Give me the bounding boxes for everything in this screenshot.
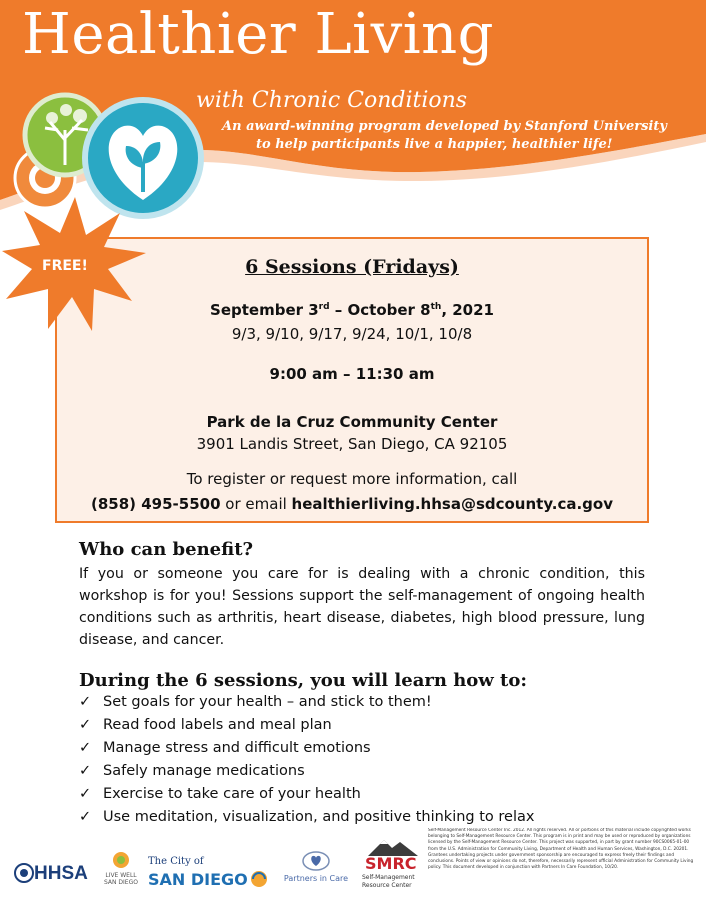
venue-address: 3901 Landis Street, San Diego, CA 92105 [196,435,508,453]
learn-list [79,694,659,832]
checkmark-icon: ✓ [79,786,92,802]
learn-heading: During the 6 sessions, you will learn how to: [79,670,528,691]
tagline-line-2: to help participants live a happier, healthier life! [256,137,613,152]
list-item: ✓ Use meditation, visualization, and positive thinking to relax [79,809,535,825]
session-dates: 9/3, 9/10, 9/17, 9/24, 10/1, 10/8 [231,325,473,343]
checkmark-icon: ✓ [79,740,92,756]
sessions-title: 6 Sessions (Fridays) [245,256,459,278]
smrc-logo: SMRC Self-Management Resource Center [362,838,424,898]
contact-line: (858) 495-5500 or email healthierliving.hhsa@sdcounty.ca.gov [91,495,613,513]
hands-heart-icon [301,850,331,872]
register-text: To register or request more information, call [186,470,518,488]
session-time: 9:00 am – 11:30 am [269,365,435,383]
page-subtitle: with Chronic Conditions [196,88,468,113]
checkmark-icon: ✓ [79,809,92,825]
free-badge-label: FREE! [42,258,88,274]
list-item: ✓ Safely manage medications [79,763,305,779]
contact-email[interactable]: healthierliving.hhsa@sdcounty.ca.gov [291,495,613,513]
tagline [222,118,692,154]
list-item: ✓ Set goals for your health – and stick to them! [79,694,432,710]
tagline-line-1: An award-winning program developed by Stanford University [222,119,667,134]
page-title: Healthier Living [22,2,495,67]
list-item: ✓ Exercise to take care of your health [79,786,361,802]
checkmark-icon: ✓ [79,763,92,779]
partners-in-care-logo: Partners in Care [278,850,354,894]
list-item: ✓ Manage stress and difficult emotions [79,740,371,756]
benefit-paragraph: If you or someone you care for is dealing with a chronic condition, this workshop is for you! Sessions support the self-management of ongoing health conditions such as arthritis, heart disease, diabetes, high blood pressure, lung disease, and cancer. [79,566,645,648]
phone-number: (858) 495-5500 [91,495,221,513]
venue-name: Park de la Cruz Community Center [206,413,498,431]
city-san-diego-logo: The City of SAN DIEGO [148,856,268,896]
sun-icon [111,850,131,870]
checkmark-icon: ✓ [79,694,92,710]
live-well-logo: LIVE WELL SAN DIEGO [99,850,143,890]
city-swirl-icon [250,870,268,888]
hhsa-logo: HHSA [14,856,94,890]
checkmark-icon: ✓ [79,717,92,733]
copyright-fine-print: Self-Management Resource Center Inc. 2012. All rights reserved. All or portions of this material include copyrighted works belonging to Self-Management Resource Center. This program is in print and may be used or reproduced by organizations licensed by the Self-Management Resource Center. This project was supported, in part by grant number 90CS0065-01-00 from the U.S. Administration for Community Living, Department of Health and Human Services, Washington, D.C. 20201. Grantees undertaking projects under government sponsorship are encouraged to express freely their findings and conclusions. Points of view or opinions do not, therefore, necessarily represent official Administration for Community Living policy. This document developed in conjunction with Partners In Care Foundation, 10/20. [428,828,694,871]
benefit-heading: Who can benefit? [79,539,254,560]
session-date-range: September 3rd – October 8th, 2021 [210,301,494,319]
list-item: ✓ Read food labels and meal plan [79,717,332,733]
county-seal-icon [14,860,34,886]
